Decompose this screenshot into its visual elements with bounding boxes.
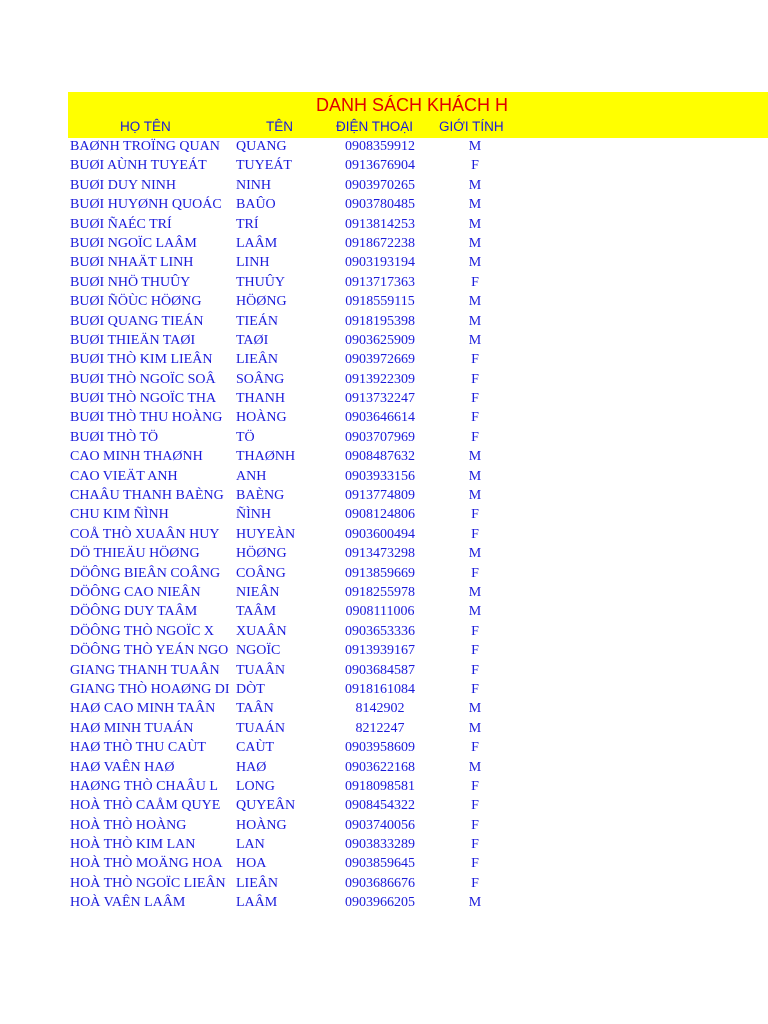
table-row [0, 292, 768, 311]
cell-gender: M [468, 895, 482, 911]
cell-phone: 0913732247 [345, 391, 415, 407]
cell-gender: F [471, 875, 479, 891]
cell-gender: F [471, 507, 479, 523]
cell-first-name: TÖ [236, 429, 255, 445]
sheet-title: DANH SÁCH KHÁCH H [316, 95, 509, 115]
cell-phone: 0918255978 [345, 584, 415, 600]
cell-full-name: HOÀ THÒ KIM LAN [70, 837, 196, 853]
cell-full-name: BUØI THÒ TÖ [70, 429, 159, 445]
cell-gender: F [471, 778, 479, 794]
column-header-full-name: HỌ TÊN [120, 119, 171, 134]
cell-gender: M [468, 449, 482, 465]
cell-first-name: THUÛY [236, 274, 285, 290]
cell-gender: M [468, 139, 482, 154]
cell-full-name: BUØI ÑAÉC TRÍ [70, 216, 172, 232]
cell-phone: 0903193194 [345, 255, 415, 271]
cell-gender: F [471, 526, 479, 542]
cell-phone: 0908359912 [345, 139, 415, 154]
cell-first-name: TUAÂN [236, 662, 285, 678]
cell-full-name: HAØ CAO MINH TAÂN [70, 701, 216, 717]
cell-phone: 0913473298 [345, 546, 415, 562]
table-row [0, 156, 768, 175]
cell-phone: 0903958609 [345, 740, 415, 756]
cell-first-name: HOÀNG [236, 817, 287, 833]
cell-phone: 8142902 [355, 701, 405, 717]
cell-gender: M [468, 197, 482, 213]
cell-gender: F [471, 158, 479, 174]
cell-full-name: HOÀ VAÊN LAÂM [70, 895, 186, 911]
cell-gender: M [468, 720, 482, 736]
cell-full-name: HOÀ THÒ MOÄNG HOA [70, 856, 223, 872]
cell-full-name: HAØ THÒ THU CAÙT [70, 740, 206, 756]
cell-phone: 0903707969 [345, 429, 415, 445]
cell-phone: 0903972669 [345, 352, 415, 368]
cell-phone: 0913676904 [345, 158, 415, 174]
cell-first-name: ANH [236, 468, 267, 484]
cell-gender: F [471, 837, 479, 853]
cell-full-name: BUØI QUANG TIEÁN [70, 313, 204, 329]
table-row [0, 505, 768, 524]
cell-full-name: BUØI ÑÖÙC HÖØNG [70, 294, 202, 310]
cell-phone: 0918195398 [345, 313, 415, 329]
cell-full-name: DÖÔNG BIEÂN COÂNG [70, 565, 221, 581]
cell-first-name: HÖØNG [236, 546, 287, 562]
cell-first-name: THANH [236, 391, 285, 407]
table-row [0, 195, 768, 214]
cell-gender: M [468, 468, 482, 484]
table-row [0, 777, 768, 796]
cell-gender: F [471, 662, 479, 678]
cell-gender: M [468, 759, 482, 775]
cell-full-name: BUØI THÒ KIM LIEÂN [70, 352, 213, 368]
table-row [0, 331, 768, 350]
table-row [0, 176, 768, 195]
cell-phone: 0903740056 [345, 817, 415, 833]
cell-gender: M [468, 332, 482, 348]
table-row [0, 467, 768, 486]
cell-first-name: TRÍ [236, 216, 259, 232]
cell-first-name: NGOÏC [236, 643, 281, 659]
cell-phone: 0903600494 [345, 526, 415, 542]
table-row [0, 544, 768, 563]
cell-full-name: BUØI THÒ THU HOÀNG [70, 410, 223, 426]
header-highlight-band [68, 116, 768, 138]
cell-gender: M [468, 701, 482, 717]
cell-first-name: NIEÂN [236, 584, 280, 600]
table-row [0, 854, 768, 873]
table-row [0, 680, 768, 699]
cell-first-name: THAØNH [236, 449, 296, 465]
table-row [0, 661, 768, 680]
cell-gender: M [468, 235, 482, 251]
cell-phone: 0903653336 [345, 623, 415, 639]
cell-full-name: BUØI NGOÏC LAÂM [70, 235, 197, 251]
table-row [0, 389, 768, 408]
table-row [0, 428, 768, 447]
cell-first-name: NINH [236, 177, 271, 193]
cell-full-name: CHAÂU THANH BAÈNG [70, 488, 224, 504]
cell-first-name: HUYEÀN [236, 526, 296, 542]
cell-gender: F [471, 429, 479, 445]
cell-gender: F [471, 643, 479, 659]
cell-gender: F [471, 371, 479, 387]
cell-full-name: GIANG THANH TUAÂN [70, 662, 220, 678]
table-row [0, 893, 768, 912]
table-row [0, 719, 768, 738]
cell-phone: 0908487632 [345, 449, 415, 465]
cell-first-name: TAØI [236, 332, 269, 348]
cell-full-name: BUØI NHÖ THUÛY [70, 274, 191, 290]
table-row [0, 525, 768, 544]
cell-first-name: HAØ [236, 759, 267, 775]
table-row [0, 622, 768, 641]
cell-gender: M [468, 488, 482, 504]
cell-phone: 0903625909 [345, 332, 415, 348]
cell-phone: 0913774809 [345, 488, 415, 504]
cell-gender: F [471, 740, 479, 756]
cell-first-name: COÂNG [236, 565, 286, 581]
cell-gender: M [468, 604, 482, 620]
cell-full-name: GIANG THÒ HOAØNG DI [70, 681, 230, 697]
cell-full-name: BUØI AÙNH TUYEÁT [70, 158, 207, 174]
cell-first-name: LAÂM [236, 895, 278, 911]
cell-phone: 0908111006 [345, 604, 415, 620]
cell-full-name: HOÀ THÒ HOÀNG [70, 817, 187, 833]
cell-phone: 0903780485 [345, 197, 415, 213]
cell-full-name: CHU KIM ÑÌNH [70, 507, 169, 523]
cell-full-name: BUØI DUY NINH [70, 177, 177, 193]
cell-first-name: XUAÂN [236, 623, 287, 639]
cell-first-name: ÑÌNH [236, 507, 271, 523]
cell-phone: 0903646614 [345, 410, 415, 426]
cell-phone: 0918559115 [345, 294, 415, 310]
cell-phone: 0918098581 [345, 778, 415, 794]
cell-gender: F [471, 856, 479, 872]
column-header-phone: ĐIỆN THOẠI [336, 119, 414, 134]
cell-full-name: BAØNH TROÏNG QUAN [70, 139, 220, 154]
cell-first-name: LINH [236, 255, 270, 271]
cell-gender: F [471, 565, 479, 581]
cell-gender: M [468, 584, 482, 600]
cell-first-name: HÖØNG [236, 294, 287, 310]
cell-gender: F [471, 681, 479, 697]
cell-gender: M [468, 546, 482, 562]
cell-phone: 0903622168 [345, 759, 415, 775]
cell-phone: 0908124806 [345, 507, 415, 523]
cell-phone: 0903684587 [345, 662, 415, 678]
cell-full-name: HOÀ THÒ CAÅM QUYE [70, 798, 221, 814]
cell-first-name: LIEÂN [236, 352, 278, 368]
cell-gender: M [468, 313, 482, 329]
table-row [0, 641, 768, 660]
cell-first-name: TUYEÁT [236, 158, 292, 174]
table-row [0, 215, 768, 234]
table-row [0, 602, 768, 621]
cell-full-name: DÖÔNG DUY TAÂM [70, 604, 198, 620]
table-row [0, 253, 768, 272]
cell-phone: 0903970265 [345, 177, 415, 193]
cell-first-name: BAÛO [236, 197, 276, 213]
cell-phone: 0913859669 [345, 565, 415, 581]
cell-full-name: DÖÔNG CAO NIEÂN [70, 584, 201, 600]
cell-phone: 0913939167 [345, 643, 415, 659]
cell-phone: 0913922309 [345, 371, 415, 387]
cell-full-name: BUØI THÒ NGOÏC SOÂ [70, 371, 216, 387]
cell-first-name: LIEÂN [236, 875, 278, 891]
table-row [0, 447, 768, 466]
table-row [0, 796, 768, 815]
cell-full-name: CAO MINH THAØNH [70, 449, 203, 465]
cell-phone: 8212247 [355, 720, 405, 736]
cell-phone: 0903933156 [345, 468, 415, 484]
cell-first-name: HOA [236, 856, 267, 872]
table-row [0, 137, 768, 156]
table-row [0, 564, 768, 583]
table-row [0, 234, 768, 253]
cell-first-name: TIEÁN [236, 313, 278, 329]
table-row [0, 486, 768, 505]
cell-first-name: TUAÁN [236, 720, 285, 736]
cell-full-name: HAØ MINH TUAÁN [70, 720, 194, 736]
table-row [0, 699, 768, 718]
cell-gender: F [471, 817, 479, 833]
cell-phone: 0903833289 [345, 837, 415, 853]
cell-phone: 0903686676 [345, 875, 415, 891]
cell-first-name: TAÂM [236, 604, 277, 620]
table-row [0, 738, 768, 757]
cell-full-name: HAØNG THÒ CHAÂU L [70, 778, 218, 794]
cell-full-name: CAO VIEÄT ANH [70, 468, 178, 484]
table-row [0, 583, 768, 602]
cell-first-name: TAÂN [236, 701, 274, 717]
cell-first-name: SOÂNG [236, 371, 285, 387]
cell-full-name: HAØ VAÊN HAØ [70, 759, 175, 775]
table-row [0, 758, 768, 777]
cell-first-name: QUANG [236, 139, 287, 154]
table-row [0, 312, 768, 331]
cell-gender: M [468, 177, 482, 193]
cell-gender: F [471, 391, 479, 407]
table-row [0, 350, 768, 369]
table-row [0, 370, 768, 389]
cell-phone: 0918161084 [345, 681, 415, 697]
table-row [0, 874, 768, 893]
cell-first-name: LONG [236, 778, 275, 794]
cell-full-name: BUØI NHAÄT LINH [70, 255, 194, 271]
cell-phone: 0918672238 [345, 235, 415, 251]
cell-first-name: LAN [236, 837, 265, 853]
customer-table-body [0, 137, 768, 913]
cell-full-name: DÖÔNG THÒ YEÁN NGO [70, 643, 229, 659]
cell-first-name: CAÙT [236, 740, 275, 756]
cell-full-name: HOÀ THÒ NGOÏC LIEÂN [70, 875, 226, 891]
cell-full-name: DÖ THIEÄU HÖØNG [70, 546, 200, 562]
cell-phone: 0903966205 [345, 895, 415, 911]
cell-phone: 0903859645 [345, 856, 415, 872]
cell-first-name: DÒT [236, 681, 265, 697]
cell-gender: F [471, 352, 479, 368]
cell-first-name: QUYEÂN [236, 798, 296, 814]
cell-phone: 0908454322 [345, 798, 415, 814]
table-row [0, 273, 768, 292]
cell-first-name: BAÈNG [236, 488, 285, 504]
cell-full-name: DÖÔNG THÒ NGOÏC X [70, 623, 215, 639]
cell-gender: F [471, 274, 479, 290]
cell-full-name: BUØI THIEÄN TAØI [70, 332, 196, 348]
cell-gender: M [468, 255, 482, 271]
cell-gender: M [468, 294, 482, 310]
cell-full-name: COÅ THÒ XUAÂN HUY [70, 526, 220, 542]
cell-first-name: LAÂM [236, 235, 278, 251]
cell-phone: 0913814253 [345, 216, 415, 232]
table-row [0, 408, 768, 427]
table-row [0, 816, 768, 835]
cell-full-name: BUØI HUYØNH QUOÁC [70, 197, 222, 213]
cell-gender: F [471, 623, 479, 639]
cell-first-name: HOÀNG [236, 410, 287, 426]
cell-phone: 0913717363 [345, 274, 415, 290]
column-header-gender: GIỚI TÍNH [439, 119, 504, 134]
cell-gender: F [471, 798, 479, 814]
cell-gender: F [471, 410, 479, 426]
cell-full-name: BUØI THÒ NGOÏC THA [70, 391, 217, 407]
cell-gender: M [468, 216, 482, 232]
column-header-first-name: TÊN [266, 119, 293, 134]
table-row [0, 835, 768, 854]
